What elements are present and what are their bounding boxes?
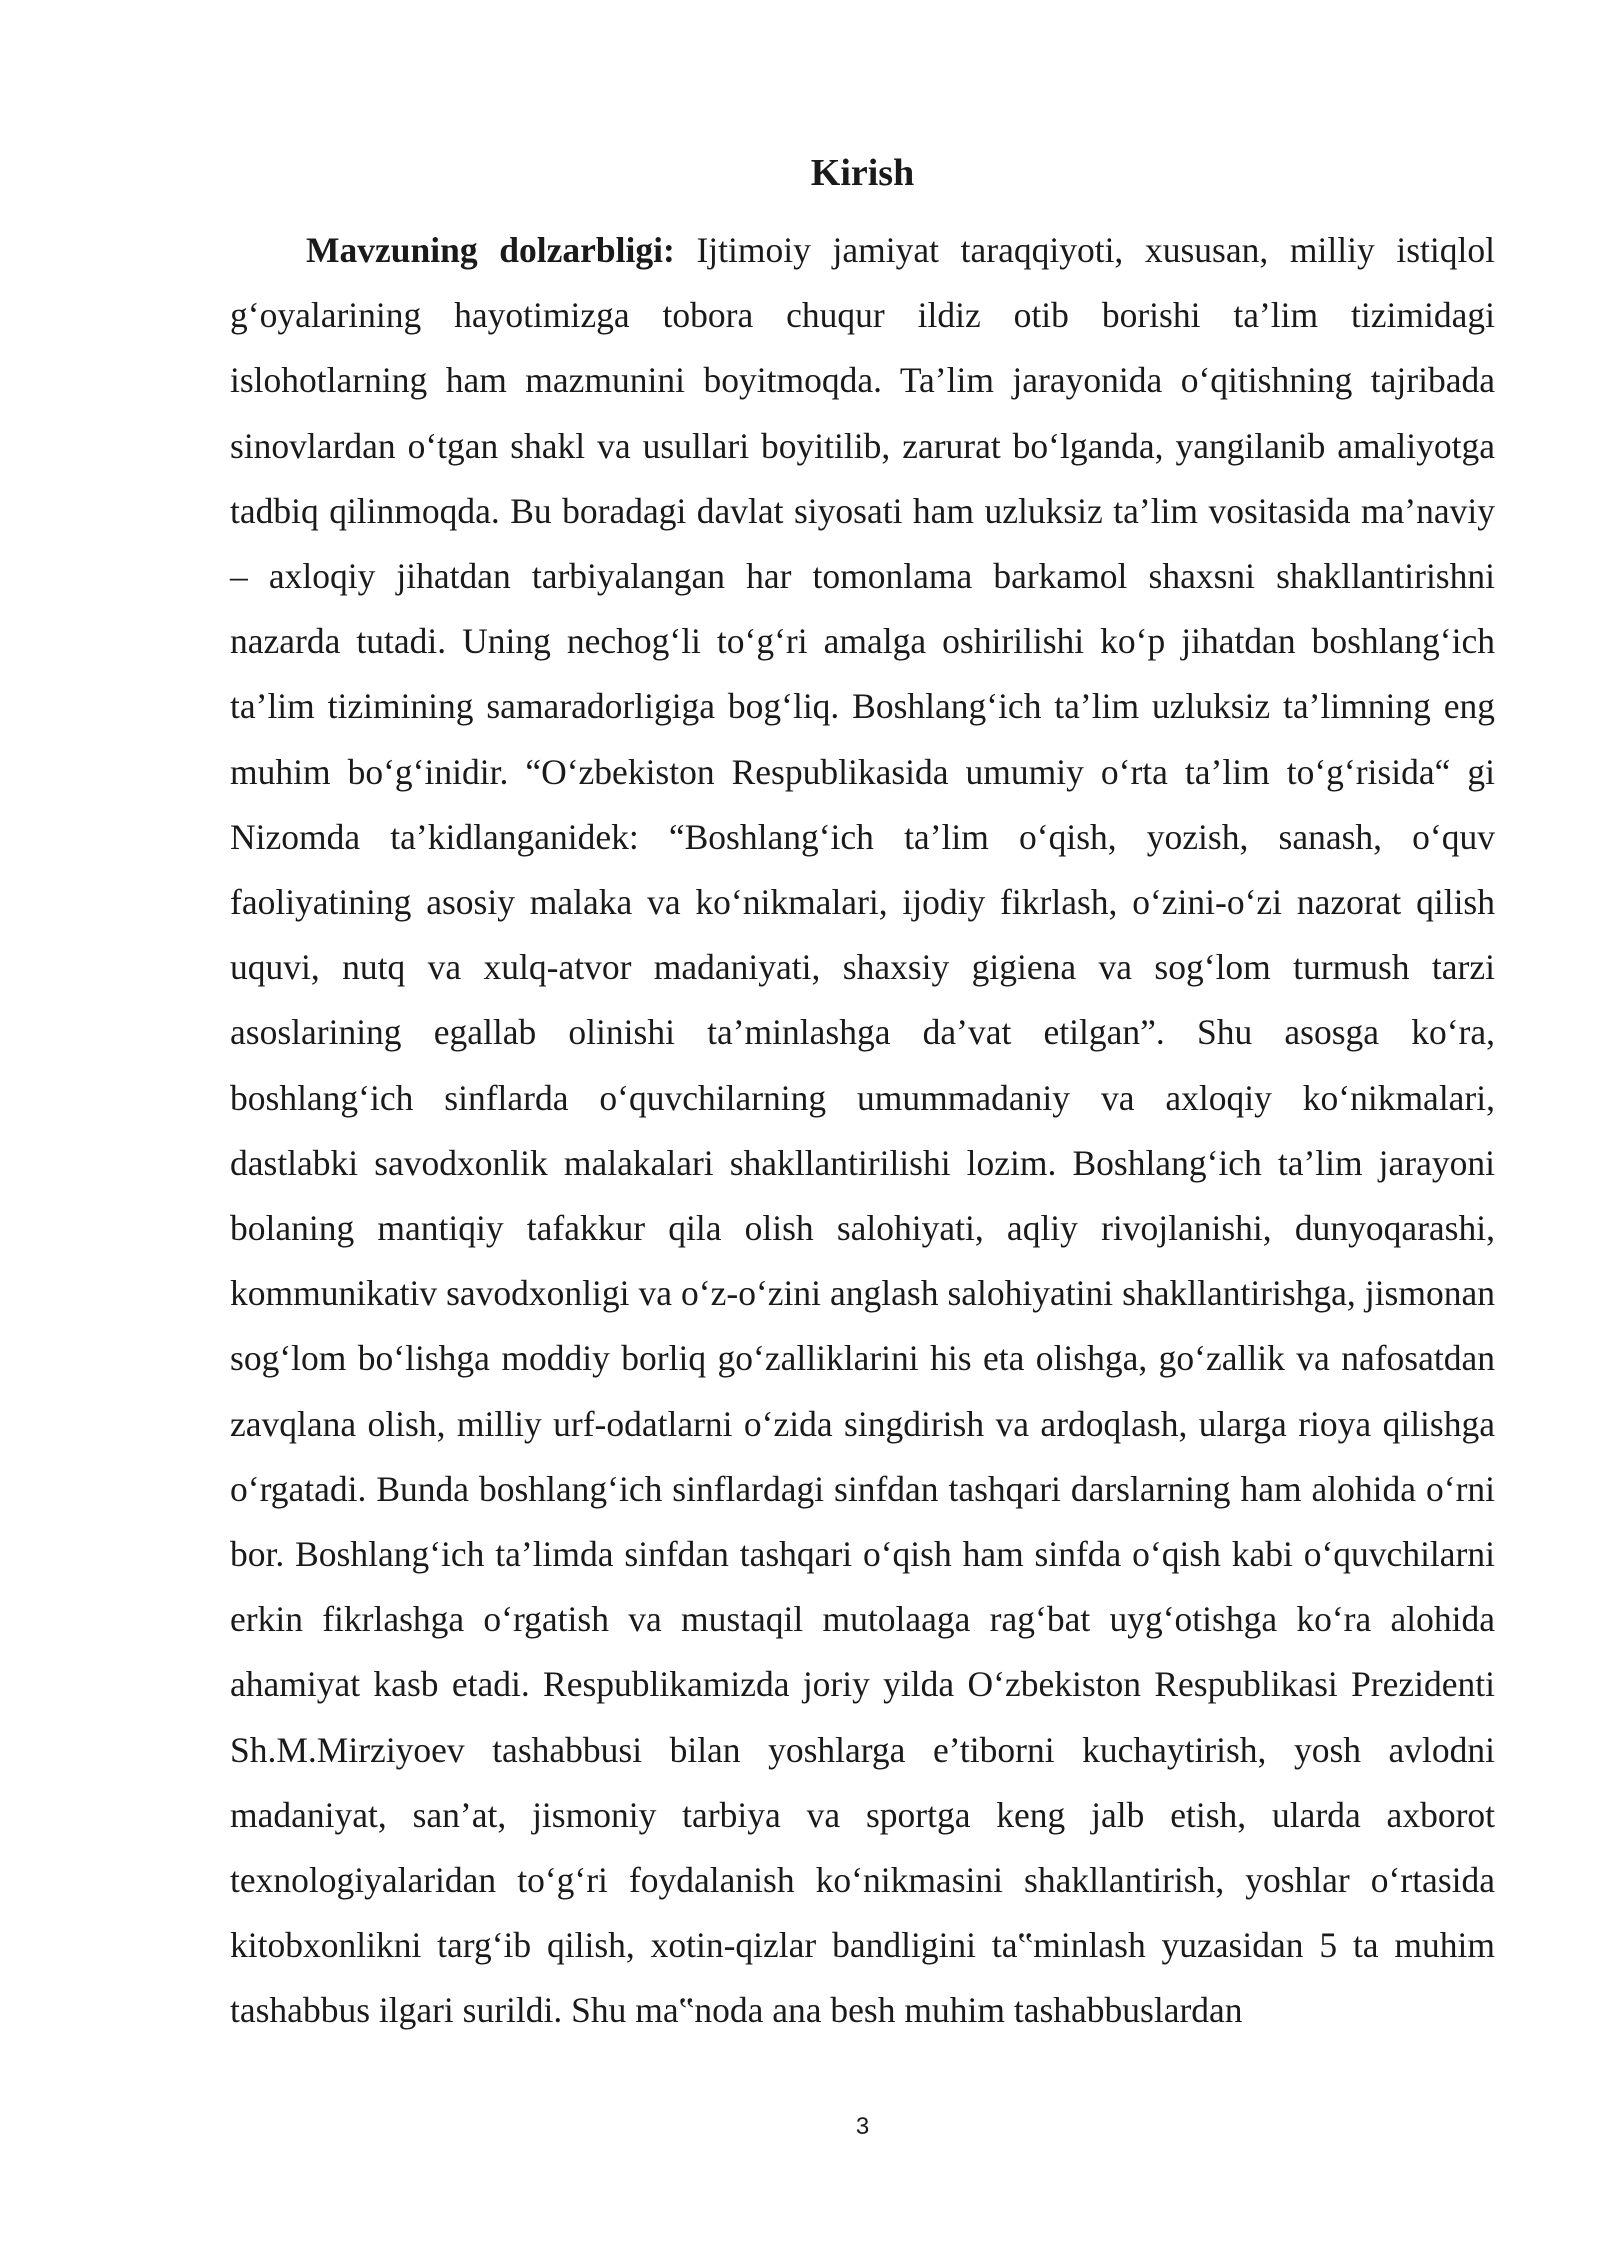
paragraph-lead: Mavzuning dolzarbligi:	[306, 230, 675, 270]
body-paragraph	[230, 218, 1495, 2044]
paragraph-text: Ijtimoiy jamiyat taraqqiyoti, xususan, milliy istiqlol g‘oyalarining hayotimizga tobora chuqur ildiz otib borishi ta’lim tizimidagi islohotlarning ham mazmunini boyitmoqda. Ta’lim jarayonida o‘qitishning tajribada sinovlardan o‘tgan shakl va usullari boyitilib, zarurat bo‘lganda, yangilanib amaliyotga tadbiq qilinmoqda. Bu boradagi davlat siyosati ham uzluksiz ta’lim vositasida ma’naviy – axloqiy jihatdan tarbiyalangan har tomonlama barkamol shaxsni shakllantirishni nazarda tutadi. Uning nechog‘li to‘g‘ri amalga oshirilishi ko‘p jihatdan boshlang‘ich ta’lim tizimining samaradorligiga bog‘liq. Boshlang‘ich ta’lim uzluksiz ta’limning eng muhim bo‘g‘inidir. “O‘zbekiston Respublikasida umumiy o‘rta ta’lim to‘g‘risida“ gi Nizomda ta’kidlanganidek: “Boshlang‘ich ta’lim o‘qish, yozish, sanash, o‘quv faoliyatining asosiy malaka va ko‘nikmalari, ijodiy fikrlash, o‘zini-o‘zi nazorat qilish uquvi, nutq va xulq-atvor madaniyati, shaxsiy gigiena va sog‘lom turmush tarzi asoslarining egallab olinishi ta’minlashga da’vat etilgan”. Shu asosga ko‘ra, boshlang‘ich sinflarda o‘quvchilarning umummadaniy va axloqiy ko‘nikmalari, dastlabki savodxonlik malakalari shakllantirilishi lozim. Boshlang‘ich ta’lim jarayoni bolaning mantiqiy tafakkur qila olish salohiyati, aqliy rivojlanishi, dunyoqarashi, kommunikativ savodxonligi va o‘z-o‘zini anglash salohiyatini shakllantirishga, jismonan sog‘lom bo‘lishga moddiy borliq go‘zalliklarini his eta olishga, go‘zallik va nafosatdan zavqlana olish, milliy urf-odatlarni o‘zida singdirish va ardoqlash, ularga rioya qilishga o‘rgatadi. Bunda boshlang‘ich sinflardagi sinfdan tashqari darslarning ham alohida o‘rni bor. Boshlang‘ich ta’limda sinfdan tashqari o‘qish ham sinfda o‘qish kabi o‘quvchilarni erkin fikrlashga o‘rgatish va mustaqil mutolaaga rag‘bat uyg‘otishga ko‘ra alohida ahamiyat kasb etadi. Respublikamizda joriy yilda O‘zbekiston Respublikasi Prezidenti Sh.M.Mirziyoev tashabbusi bilan yoshlarga e’tiborni kuchaytirish, yosh avlodni madaniyat, san’at, jismoniy tarbiya va sportga keng jalb etish, ularda axborot texnologiyalaridan to‘g‘ri foydalanish ko‘nikmasini shakllantirish, yoshlar o‘rtasida kitobxonlikni targ‘ib qilish, xotin-qizlar bandligini ta‟minlash yuzasidan 5 ta muhim tashabbus ilgari surildi. Shu ma‟noda ana besh muhim tashabbuslardan	[230, 230, 1495, 2031]
page-number: 3	[855, 2113, 870, 2140]
section-heading: Kirish	[810, 152, 915, 194]
